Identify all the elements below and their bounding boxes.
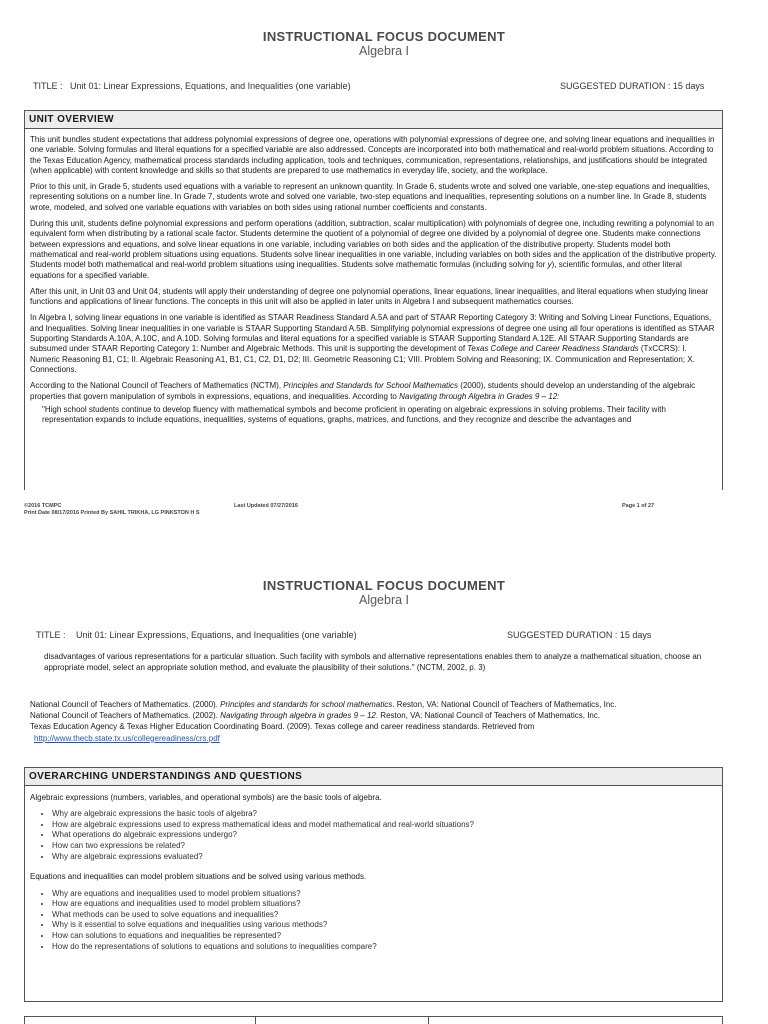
list-item: • What methods can be used to solve equations and inequalities? [52,910,717,921]
list-item: • How are equations and inequalities used to model problem situations? [52,899,717,910]
list-item: • How are algebraic expressions used to express mathematical ideas and model mathematical and real-world situations? [52,820,717,831]
question-list-2 [30,889,717,953]
unit-overview-body [25,129,722,425]
list-item: • Why is it essential to solve equations and inequalities using various methods? [52,920,717,931]
footer-last-updated: Last Updated 07/27/2016 [234,503,298,509]
list-item: • How can solutions to equations and inequalities be represented? [52,931,717,942]
list-item: • What operations do algebraic expressions undergo? [52,830,717,841]
title-value: Unit 01: Linear Expressions, Equations, and Inequalities (one variable) [70,81,351,91]
understandings-box [24,767,723,1002]
unit-overview-heading: UNIT OVERVIEW [25,111,722,129]
reference-link[interactable]: http://www.thecb.state.tx.us/collegereadiness/crs.pdf [34,733,220,743]
footer-page-number: Page 1 of 27 [622,503,655,509]
understanding-2: Equations and inequalities can model problem situations and be solved using various methods. [30,872,367,882]
next-table-top [24,1016,723,1024]
title-row-2 [0,630,768,642]
document-title: INSTRUCTIONAL FOCUS DOCUMENT [262,29,506,44]
title-row [0,81,768,93]
references [30,699,720,744]
unit-overview-box [24,110,723,490]
question-list-1 [30,809,717,862]
suggested-duration-2: SUGGESTED DURATION : 15 days [507,630,652,640]
footer-print-info: Print Date 08/17/2016 Printed By SAHIL TRIKHA, LG PINKSTON H S [24,510,200,516]
list-item: • Why are algebraic expressions the basic tools of algebra? [52,809,717,820]
list-item: • Why are equations and inequalities used to model problem situations? [52,889,717,900]
title-label-2: TITLE : [36,630,66,640]
overview-quote-continued: disadvantages of various representations for a particular situation. Such facility with symbols and alternative representations enables them to analyze a mathematical situation, choose an appropriate model, select an appropriate solution method, and evaluate the plausibility of their solutions." (NCTM, 2002, p. 3) [44,652,702,672]
document-subtitle: Algebra I [358,44,410,58]
overview-paragraph-4: After this unit, in Unit 03 and Unit 04, students will apply their understanding of degree one polynomial operations, linear equations, linear inequalities, and literal equations when studying linear functions and applications of linear functions. The concepts in this unit will also be applied in later units in Algebra I and subsequent mathematics courses. [30,286,709,307]
list-item: • Why are algebraic expressions evaluated? [52,852,717,863]
overview-paragraph-6: According to the National Council of Teachers of Mathematics (NCTM), Principles and Standards for School Mathematics (2000), students should develop an understanding of the algebraic properties that govern manipulation of symbols in expressions, equations, and inequalities. According to Navigating through Algebra in Grades 9 – 12: [30,381,696,401]
reference-1: National Council of Teachers of Mathematics. (2000). Principles and standards for school mathematics. Reston, VA: National Council of Teachers of Mathematics, Inc. [30,700,617,709]
overview-paragraph-5: In Algebra I, solving linear equations in one variable is identified as STAAR Readiness Standard A.5A and part of STAAR Reporting Category 3: Writing and Solving Linear Functions, Equations, and Inequalities. Solving linear inequalities in one variable is STAAR Supporting Standard A.5B. Simplifying polynomial expressions of degree one using all four operations is identified as STAAR Supporting Standards A.10A, A.10C, and A.10D. Solving formulas and literal equations for a specified variable is STAAR Supporting Standard A.12E. All STAAR Supporting Standards are subsumed under STAAR Reporting Category 1: Number and Algebraic Methods. This unit is supporting the development of Texas College and Career Readiness Standards (TxCCRS): I. Numeric Reasoning B1, C1; II. Algebraic Reasoning A1, B1, C1, C2, D1, D2; III. Geometric Reasoning C1; VIII. Problem Solving and Reasoning; IX. Communication and Representation; X. Connections. [30,313,715,374]
suggested-duration: SUGGESTED DURATION : 15 days [560,81,705,91]
document-subtitle-2: Algebra I [358,593,410,607]
document-title-2: INSTRUCTIONAL FOCUS DOCUMENT [262,578,506,593]
understandings-heading: OVERARCHING UNDERSTANDINGS AND QUESTIONS [25,768,722,786]
overview-paragraph-1: This unit bundles student expectations that address polynomial expressions of degree one, operations with polynomial expressions of degree one, and solving linear equations and inequalities in one variable. Solving formulas and literal equations for a specified variable are also addressed. Concepts are incorporated into both mathematical and real-world problem situations. According to the Texas Education Agency, mathematical process standards including application, tools and techniques, communication, representations, relationships, and justifications should be integrated (when applicable) with content knowledge and skills so that students are prepared to use mathematics in everyday life, society, and the workplace. [30,135,715,175]
reference-3: Texas Education Agency & Texas Higher Education Coordinating Board. (2009). Texas college and career readiness standards. Retrieved from [30,722,535,732]
page-2 [0,522,768,1024]
list-item: • How can two expressions be related? [52,841,717,852]
title-value-2: Unit 01: Linear Expressions, Equations, and Inequalities (one variable) [76,630,357,640]
list-item: • How do the representations of solutions to equations and solutions to inequalities compare? [52,942,717,953]
reference-2: National Council of Teachers of Mathematics. (2002). Navigating through algebra in grades 9 – 12. Reston, VA: National Council of Teachers of Mathematics, Inc. [30,711,601,721]
overview-quote: "High school students continue to develop fluency with mathematical symbols and become proficient in operating on algebraic expressions in solving problems. Their facility with representation expands to include equations, inequalities, systems of equations, graphs, matrices, and functions, and they recognize and describe the advantages and [42,404,666,425]
title-label: TITLE : [33,81,63,91]
overview-paragraph-2: Prior to this unit, in Grade 5, students used equations with a variable to represent an unknown quantity. In Grade 6, students wrote and solved one variable, one-step equations and inequalities, representing solutions on a number line. In Grade 7, students wrote and solved one variable, two-step equations and inequalities, representing solutions on a number line. In Grade 8, students wrote, modeled, and solved one variable equations with variables on both sides using rational number coefficients and constants. [30,182,710,212]
footer-copyright: ©2016 TCMPC [24,503,62,509]
overview-paragraph-3: During this unit, students define polynomial expressions and perform operations (addition, subtraction, scalar multiplication) with polynomials of degree one, including rewriting a polynomial to an equivalent form when distributing by a rational scale factor. Students determine the quotient of a polynomial of degree one divided by a polynomial of degree one. Students make connections between expressions and equations, and solve linear equations in one variable, including variables on both sides and the application of the distributive property. Students model both mathematical and real-world problem situations using equations. Students solve linear inequalities in one variable, including variables on both sides and the application of the distributive property. Students model both mathematical and real-world problem situations using inequalities. Students solve mathematic formulas (including solving for y), scientific formulas, and other literal equations for a specified variable. [30,219,717,280]
understanding-1: Algebraic expressions (numbers, variables, and operational symbols) are the basic tools of algebra. [30,793,382,802]
